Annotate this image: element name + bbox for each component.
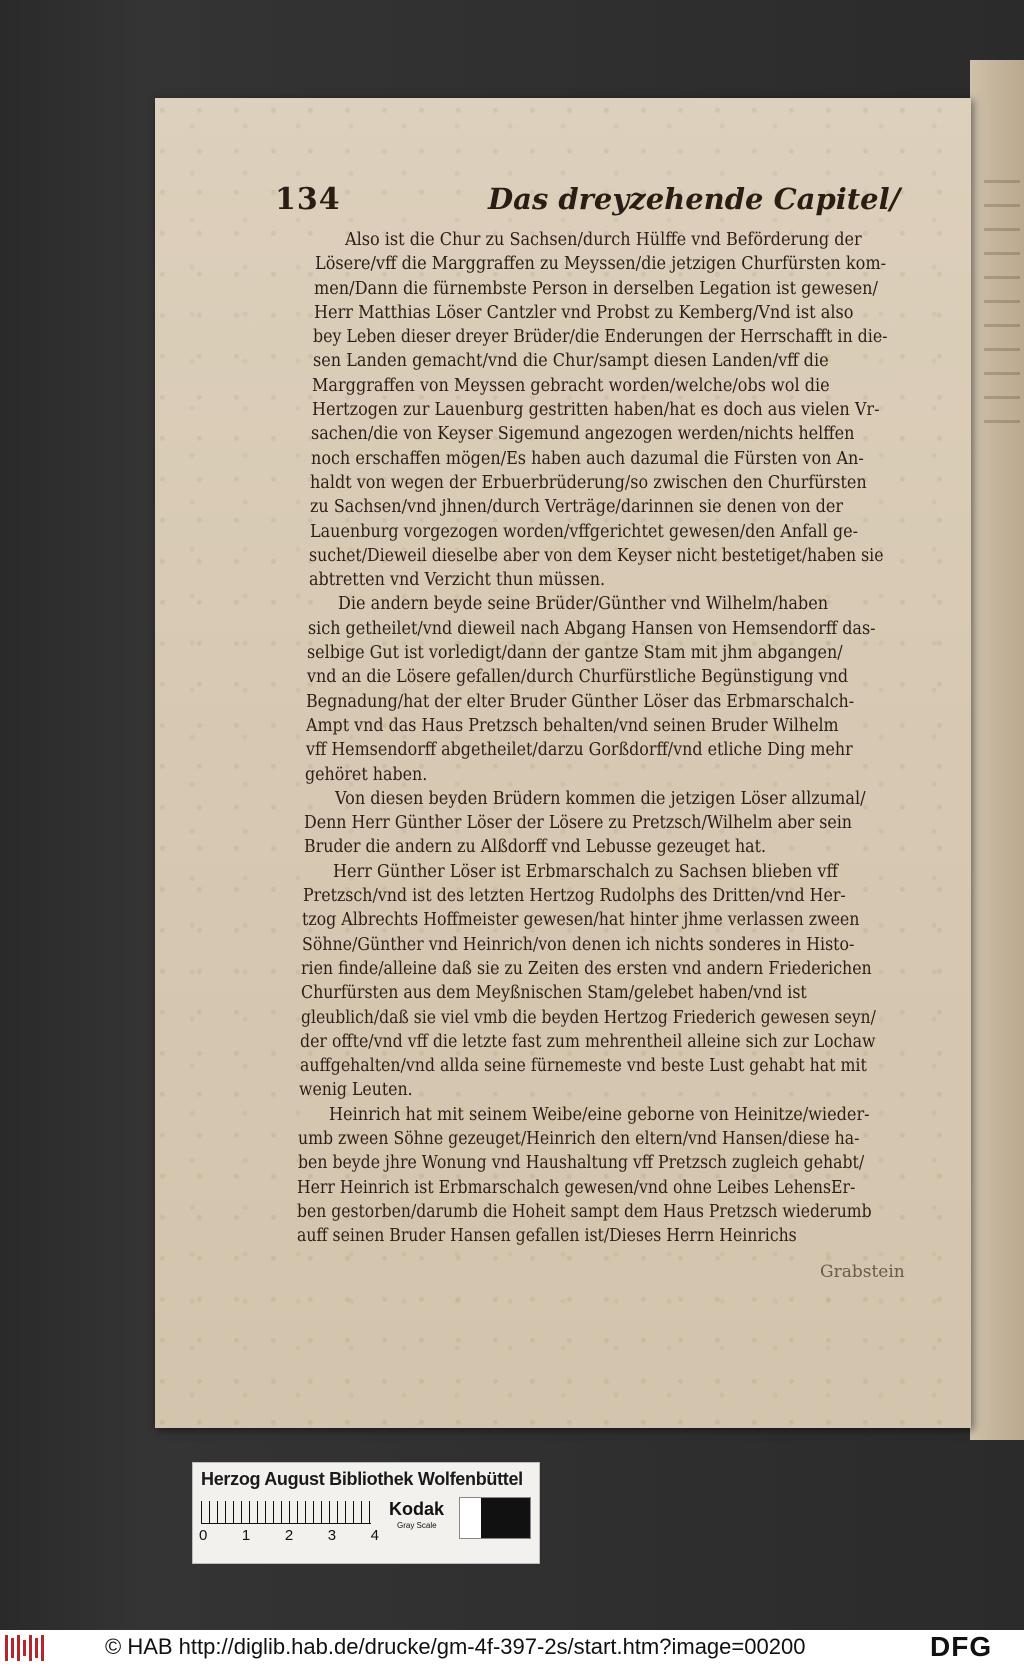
scale-ruler <box>201 1501 371 1524</box>
text-line: bey Leben dieser dreyer Brüder/die Enderungen der Herrschafft in die- <box>313 327 888 348</box>
text-line: gehöret haben. <box>305 764 428 785</box>
text-line: Herr Matthias Löser Cantzler vnd Probst zu Kemberg/Vnd ist also <box>314 302 854 323</box>
text-line: gleublich/daß sie viel vmb die beyden Hertzog Friederich gewesen seyn/ <box>301 1007 876 1028</box>
text-line: Pretzsch/vnd ist des letzten Hertzog Rudolphs des Dritten/vnd Her- <box>303 886 846 907</box>
text-line: suchet/Dieweil dieselbe aber von dem Keyser nicht bestetiget/haben sie <box>309 545 884 566</box>
scale-number: 4 <box>370 1527 379 1544</box>
text-line: tzog Albrechts Hoffmeister gewesen/hat hinter jhme verlassen zween <box>302 910 860 931</box>
text-line: Lauenburg vorgezogen worden/vffgerichtet gewesen/den Anfall ge- <box>310 521 859 542</box>
text-line: zu Sachsen/vnd jhnen/durch Verträge/darinnen sie denen von der <box>310 497 844 518</box>
text-line: haldt von wegen der Erbuerbrüderung/so zwischen den Churfürsten <box>310 472 867 493</box>
text-line: Söhne/Günther vnd Heinrich/von denen ich nichts sonderes in Histo- <box>302 934 855 955</box>
text-line: Bruder die andern zu Alßdorff vnd Lebusse gezeuget hat. <box>304 837 767 858</box>
page-number: 134 <box>275 182 341 217</box>
text-line: ben gestorben/darumb die Hoheit sampt dem Haus Pretzsch wiederumb <box>297 1201 872 1222</box>
text-line: Lösere/vff die Marggraffen zu Meyssen/die jetzigen Churfürsten kom- <box>315 254 887 275</box>
text-line: Heinrich hat mit seinem Weibe/eine geborne von Heinitze/wieder- <box>329 1104 870 1125</box>
scale-number: 0 <box>199 1527 208 1544</box>
text-line: Ampt vnd das Haus Pretzsch behalten/vnd seinen Bruder Wilhelm <box>306 715 839 736</box>
text-line: Begnadung/hat der elter Bruder Günther Löser das Erbmarschalch- <box>306 691 855 712</box>
scale-numbers <box>199 1527 379 1544</box>
text-line: ben beyde jhre Wonung vnd Haushaltung vff Pretzsch zugleich gehabt/ <box>298 1153 865 1174</box>
gray-scale-label: Gray Scale <box>397 1521 437 1530</box>
scale-number: 1 <box>241 1527 251 1544</box>
catchword: Grabstein <box>820 1262 905 1282</box>
text-line: Hertzogen zur Lauenburg gestritten haben/hat es doch aus vielen Vr- <box>312 400 880 421</box>
text-line: selbige Gut ist vorledigt/dann der gantze Stam mit jhm abgangen/ <box>307 643 843 664</box>
text-line: Herr Günther Löser ist Erbmarschalch zu Sachsen blieben vff <box>333 861 838 882</box>
text-line: vnd an die Lösere gefallen/durch Churfürstliche Begünstigung vnd <box>307 667 849 688</box>
text-line: men/Dann die fürnembste Person in derselben Legation ist gewesen/ <box>314 278 878 299</box>
text-line: Churfürsten aus dem Meyßnischen Stam/gelebet haben/vnd ist <box>301 983 807 1004</box>
footer-bar <box>0 1630 1024 1667</box>
text-line: sich getheilet/vnd dieweil nach Abgang Hansen von Hemsendorff das- <box>308 618 876 639</box>
text-line: der offte/vnd vff die letzte fast zum mehrentheil alleine sich zur Lochaw <box>300 1031 876 1052</box>
hab-logo-icon <box>4 1632 46 1664</box>
text-line: Die andern beyde seine Brüder/Günther vnd Wilhelm/haben <box>338 594 829 615</box>
text-line: rien finde/alleine daß sie zu Zeiten des ersten vnd andern Friederichen <box>301 958 872 979</box>
body-text <box>297 228 935 1248</box>
text-line: noch erschaffen mögen/Es haben auch dazumal die Fürsten von An- <box>311 448 864 469</box>
dfg-logo: DFG <box>930 1631 993 1662</box>
footer-credit-link[interactable]: © HAB http://diglib.hab.de/drucke/gm-4f-397-2s/start.htm?image=00200 <box>105 1634 806 1659</box>
text-line: Marggraffen von Meyssen gebracht worden/welche/obs wol die <box>312 375 830 396</box>
text-line: Herr Heinrich ist Erbmarschalch gewesen/vnd ohne Leibes LehensEr- <box>297 1177 856 1198</box>
text-line: abtretten vnd Verzicht thun müssen. <box>309 570 606 591</box>
text-line: sen Landen gemacht/vnd die Chur/sampt diesen Landen/vff die <box>313 351 829 372</box>
scale-number: 2 <box>284 1527 294 1544</box>
text-line: vff Hemsendorff abgetheilet/darzu Gorßdorff/vnd etliche Ding mehr <box>306 740 853 761</box>
kodak-label: Kodak <box>389 1499 445 1519</box>
text-line: auff seinen Bruder Hansen gefallen ist/Dieses Herrn Heinrichs <box>297 1226 797 1247</box>
text-line: Von diesen beyden Brüdern kommen die jetzigen Löser allzumal/ <box>335 788 866 809</box>
text-line: Also ist die Chur zu Sachsen/durch Hülffe vnd Beförderung der <box>345 230 862 250</box>
facing-page-bleed-through <box>984 180 1020 440</box>
text-line: wenig Leuten. <box>299 1080 413 1101</box>
card-title: Herzog August Bibliothek Wolfenbüttel <box>201 1469 523 1489</box>
text-line: sachen/die von Keyser Sigemund angezogen werden/nichts helffen <box>311 424 855 445</box>
scale-number: 3 <box>327 1527 337 1544</box>
text-line: Denn Herr Günther Löser der Lösere zu Pretzsch/Wilhelm aber sein <box>304 813 853 834</box>
text-line: auffgehalten/vnd allda seine fürnemeste vnd beste Lust gehabt hat mit <box>300 1056 867 1077</box>
color-calibration-card <box>192 1462 540 1564</box>
text-line: umb zween Söhne gezeuget/Heinrich den eltern/vnd Hansen/diese ha- <box>298 1128 860 1149</box>
running-head: Das dreyzehende Capitel/ <box>488 182 901 216</box>
gray-patch <box>459 1497 531 1539</box>
